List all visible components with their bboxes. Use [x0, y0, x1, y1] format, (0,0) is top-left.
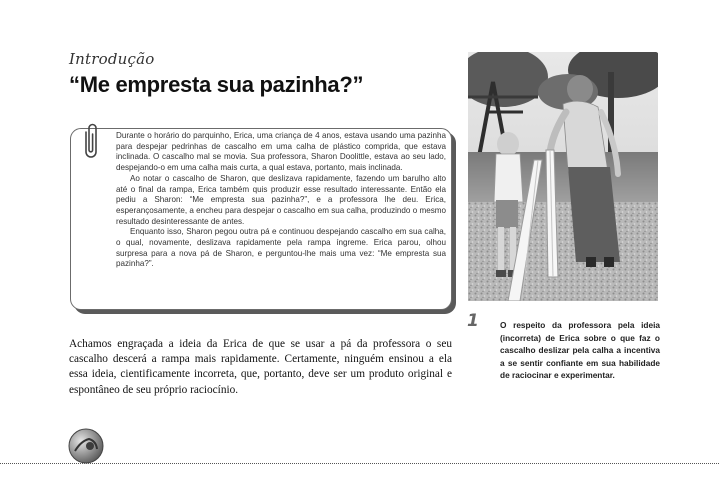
story-paragraph-1: Durante o horário do parquinho, Erica, uma criança de 4 anos, estava usando uma pazinha para despejar pedrinhas de cascalho em uma calha de plástico comprida, que estava inclinada. O cascalho mal se movia. Sua professora, Sharon Doolittle, estava ao seu lado, despejando-o em uma calha mais curta, a qual estava, portanto, mais inclinada. [116, 131, 446, 173]
page-title: “Me empresta sua pazinha?” [69, 72, 364, 97]
body-paragraph: Achamos engraçada a ideia da Erica de que se usar a pá da professora o seu cascalho descerá a rampa mais rapidamente. Certamente, ninguém ensinou a ela essa ideia, cientificamente incorreta, que, portanto, deve ser um produto original e espontâneo de seu próprio raciocínio. [69, 338, 452, 396]
page-divider [0, 463, 719, 464]
figure-number: 1 [467, 311, 479, 331]
paperclip-icon [80, 120, 102, 162]
figure-caption: O respeito da professora pela ideia (incorreta) de Erica sobre o que faz o cascalho deslizar pela calha a incentiva a se sentir confiante em sua habilidade de raciocinar e experimentar. [500, 320, 660, 381]
story-paragraph-2: Ao notar o cascalho de Sharon, que deslizava rapidamente, fazendo um barulho alto até o final da rampa, Erica também quis produzir esse resultado interessante. Então ela pediu a Sharon: “Me empresta sua pazinha?”, e a professora lhe deu. Erica, esperançosamente, a encheu para despejar o cascalho em sua calha, produzindo o mesmo resultado desinteressante de antes. [116, 173, 446, 226]
section-label: Introdução [69, 50, 155, 68]
page-badge-icon [67, 427, 105, 465]
story-paragraph-3: Enquanto isso, Sharon pegou outra pá e continuou despejando cascalho em sua calha, o qual, novamente, deslizava rapidamente pela rampa íngreme. Erica parou, olhou surpresa para a nova pá de Sharon, e perguntou-lhe mais uma vez: “Me empresta sua pazinha?”. [116, 227, 446, 269]
story-text [116, 131, 446, 270]
figure-photo [468, 52, 658, 301]
